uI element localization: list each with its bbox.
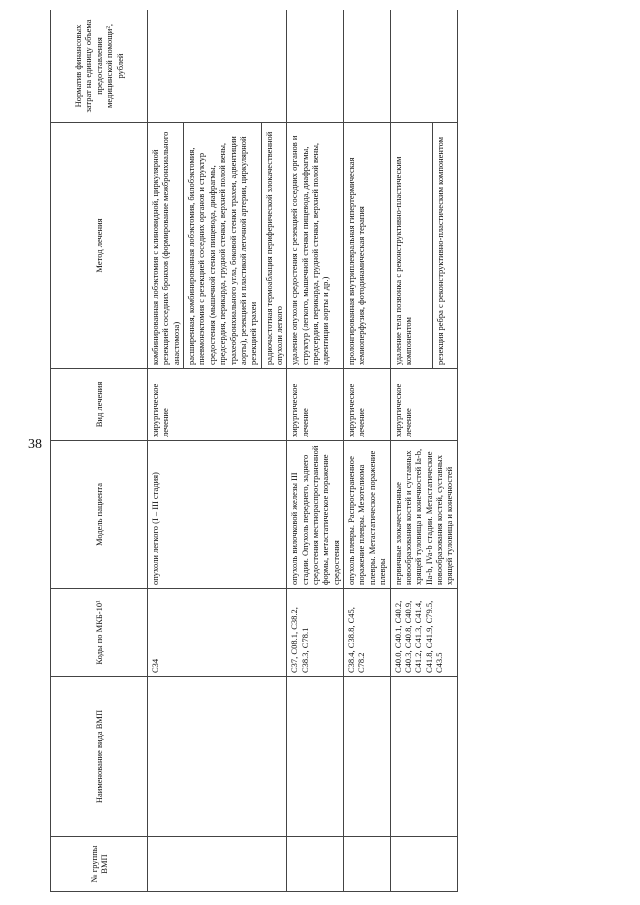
header-treatment-method: Метод лечения xyxy=(51,123,148,369)
table-row xyxy=(390,10,432,892)
cell-treatment-method: удаление опухоли средостения с резекцией соседних органов и структур (легкого, мышечной стенки пищевода, диафрагмы, предсердия, перикарда, грудной стенки, верхней полой вены, адвентиции аорты и др.) xyxy=(287,123,344,369)
cell-cost-norm xyxy=(390,10,457,123)
cell-group-number xyxy=(390,837,457,892)
cell-treatment-type: хирургическое лечение xyxy=(148,369,287,441)
cell-group-number xyxy=(344,837,390,892)
cell-treatment-method: радиочастотная термоаблация периферической злокачественной опухоли легкого xyxy=(261,123,287,369)
cell-treatment-method: расширенная, комбинированная лобэктомия, билобэктомия, пневмонэктомия с резекцией соседних органов и структур средостения (мышечной стенки пищевода, диафрагмы, предсердия, перикарда, грудной стенки, верхней полой вены, трахеобронхиального угла, боковой стенки трахеи, адвентиции аорты), резекцией и пластикой легочной артерии, циркулярной резекцией трахеи xyxy=(184,123,262,369)
cell-patient-model: опухоль вилочковой железы III стадии. Опухоль переднего, заднего средостения местнораспространенной формы, метастатическое поражение средостения xyxy=(287,441,344,589)
table-row xyxy=(287,10,344,892)
vmp-table xyxy=(50,10,458,892)
header-vmp-name: Наименование вида ВМП xyxy=(51,677,148,837)
table-row xyxy=(148,10,184,892)
header-patient-model: Модель пациента xyxy=(51,441,148,589)
cell-cost-norm xyxy=(148,10,287,123)
cell-treatment-method: резекция ребра с реконструктивно-пластическим компонентом xyxy=(432,123,457,369)
cell-vmp-name xyxy=(148,677,287,837)
cell-vmp-name xyxy=(287,677,344,837)
header-cost-norm: Норматив финансовых затрат на единицу объема предоставления медицинской помощи², рублей xyxy=(51,10,148,123)
cell-cost-norm xyxy=(287,10,344,123)
header-group-number: № группы ВМП xyxy=(51,837,148,892)
cell-cost-norm xyxy=(344,10,390,123)
cell-treatment-method: пролонгированная внутриплевральная гипертермическая хемиоперфузия, фотодинамическая терапия xyxy=(344,123,390,369)
page-number: 38 xyxy=(28,437,42,452)
cell-group-number xyxy=(148,837,287,892)
cell-patient-model: опухоли легкого (I – III стадия) xyxy=(148,441,287,589)
cell-group-number xyxy=(287,837,344,892)
cell-treatment-type: хирургическое лечение xyxy=(344,369,390,441)
cell-treatment-method: удаление тела позвонка с реконструктивно-пластическим компонентом xyxy=(390,123,432,369)
cell-patient-model: опухоль плевры. Распространенное поражение плевры. Мезотелиома плевры. Метастатическое поражение плевры xyxy=(344,441,390,589)
cell-icd-codes: C38.4, C38.8, C45, C78.2 xyxy=(344,589,390,677)
vmp-table-frame xyxy=(50,10,638,892)
cell-treatment-method: комбинированная лобэктомия с клиновидной, циркулярной резекцией соседних бронхов (формирование межбронхиального анастомоза) xyxy=(148,123,184,369)
header-icd-codes: Коды по МКБ-10¹ xyxy=(51,589,148,677)
cell-patient-model: первичные злокачественные новообразования костей и суставных хрящей туловища и конечностей Ia-b, IIa-b, IVa-b стадии. Метастатические новообразования костей, суставных хрящей туловища и конечностей xyxy=(390,441,457,589)
cell-treatment-type: хирургическое лечение xyxy=(390,369,457,441)
cell-treatment-type: хирургическое лечение xyxy=(287,369,344,441)
cell-vmp-name xyxy=(344,677,390,837)
cell-icd-codes: C34 xyxy=(148,589,287,677)
cell-vmp-name xyxy=(390,677,457,837)
header-treatment-type: Вид лечения xyxy=(51,369,148,441)
cell-icd-codes: C40.0, C40.1, C40.2, C40.3, C40.8, C40.9, C41.2, C41.3, C41.4, C41.8, C41.9, C79.5, C43.5 xyxy=(390,589,457,677)
cell-icd-codes: C37, C08.1, C38.2, C38.3, C78.1 xyxy=(287,589,344,677)
table-header-row xyxy=(51,10,148,892)
table-row xyxy=(344,10,390,892)
rotated-table-container xyxy=(50,10,638,892)
